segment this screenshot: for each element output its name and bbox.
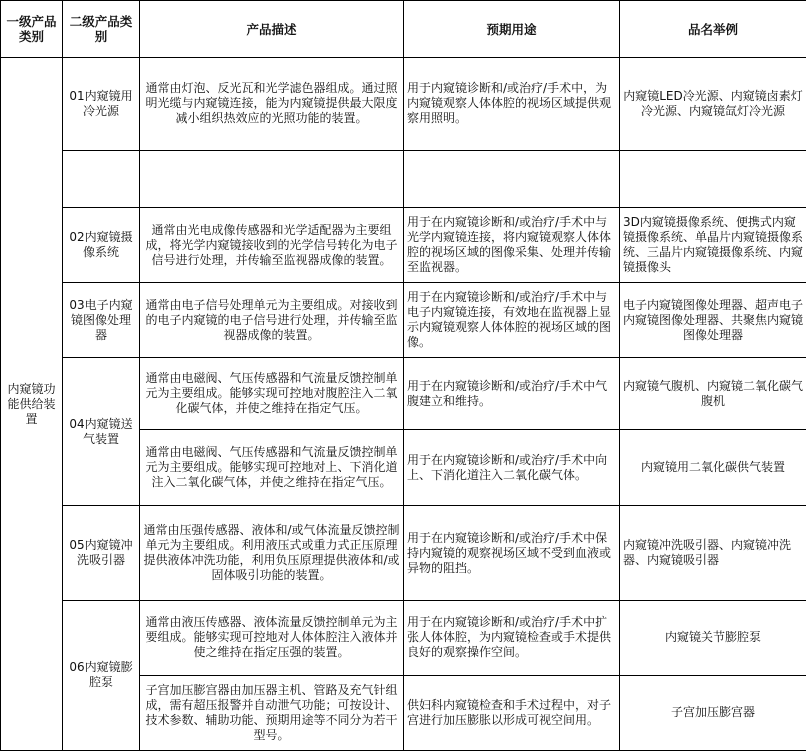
- description-cell: 通常由液压传感器、液体流量反馈控制单元为主要组成。能够实现可控地对人体体腔注入液体并使之维持在指定压强的装置。: [140, 600, 404, 675]
- header-examples: 品名举例: [620, 1, 806, 58]
- empty-row: [1, 150, 806, 208]
- description-cell: 通常由压强传感器、液体和/或气体流量反馈控制单元为主要组成。利用液压式或重力式正压原理提供液体冲洗功能，利用负压原理提供液体和/或固体吸引功能的装置。: [140, 506, 404, 601]
- examples-cell: 3D内窥镜摄像系统、便携式内窥镜摄像系统、单晶片内窥镜摄像系统、三晶片内窥镜摄像系统、内窥镜摄像头: [620, 208, 806, 283]
- empty-cell: [404, 150, 620, 208]
- description-cell: 子宫加压膨宫器由加压器主机、管路及充气针组成，需有超压报警并自动泄气功能；可按设计、技术参数、辅助功能、预期用途等不同分为若干型号。: [140, 675, 404, 750]
- intended-use-cell: 用于在内窥镜诊断和/或治疗/手术中保持内窥镜的观察视场区域不受到血液或异物的阻挡。: [404, 506, 620, 601]
- intended-use-cell: 供妇科内窥镜检查和手术过程中，对子宫进行加压膨胀以形成可视空间用。: [404, 675, 620, 750]
- table-row: [1, 506, 806, 601]
- intended-use-cell: 用于在内窥镜诊断和/或治疗/手术中与电子内窥镜连接，有效地在监视器上显示内窥镜观察人体体腔的视场区域的图像。: [404, 283, 620, 358]
- intended-use-cell: 用于在内窥镜诊断和/或治疗/手术中气腹建立和维持。: [404, 358, 620, 430]
- header-level2: 二级产品类别: [63, 1, 140, 58]
- sub-category-cell: 02内窥镜摄像系统: [63, 208, 140, 283]
- intended-use-cell: 用于在内窥镜诊断和/或治疗/手术中与光学内窥镜连接，将内窥镜观察人体体腔的视场区域的图像采集、处理并传输至监视器。: [404, 208, 620, 283]
- description-cell: 通常由电磁阀、气压传感器和气流量反馈控制单元为主要组成。能够实现可控地对上、下消化道注入二氧化碳气体，并使之维持在指定气压。: [140, 430, 404, 506]
- header-level1: 一级产品类别: [1, 1, 63, 58]
- header-description: 产品描述: [140, 1, 404, 58]
- examples-cell: 电子内窥镜图像处理器、超声电子内窥镜图像处理器、共聚焦内窥镜图像处理器: [620, 283, 806, 358]
- sub-category-cell: 01内窥镜用冷光源: [63, 58, 140, 151]
- sub-category-cell: 06内窥镜膨腔泵: [63, 600, 140, 750]
- description-cell: 通常由电磁阀、气压传感器和气流量反馈控制单元为主要组成。能够实现可控地对腹腔注入二氧化碳气体，并使之维持在指定气压。: [140, 358, 404, 430]
- intended-use-cell: 用于在内窥镜诊断和/或治疗/手术中扩张人体体腔，为内窥镜检查或手术提供良好的观察操作空间。: [404, 600, 620, 675]
- table-row: [1, 358, 806, 430]
- description-cell: 通常由光电成像传感器和光学适配器为主要组成，将光学内窥镜接收到的光学信号转化为电子信号进行处理，并传输至监视器成像的装置。: [140, 208, 404, 283]
- header-intended-use: 预期用途: [404, 1, 620, 58]
- empty-cell: [63, 150, 140, 208]
- table-row: [1, 600, 806, 675]
- examples-cell: 子宫加压膨宫器: [620, 675, 806, 750]
- table-row: [1, 208, 806, 283]
- description-cell: 通常由灯泡、反光瓦和光学滤色器组成。通过照明光缆与内窥镜连接，能为内窥镜提供最大限度减小组织热效应的光照功能的装置。: [140, 58, 404, 151]
- intended-use-cell: 用于内窥镜诊断和/或治疗/手术中，为内窥镜观察人体体腔的视场区域提供观察用照明。: [404, 58, 620, 151]
- table-row: [1, 283, 806, 358]
- header-row: [1, 1, 806, 58]
- examples-cell: 内窥镜冲洗吸引器、内窥镜冲洗器、内窥镜吸引器: [620, 506, 806, 601]
- examples-cell: 内窥镜用二氧化碳供气装置: [620, 430, 806, 506]
- intended-use-cell: 用于在内窥镜诊断和/或治疗/手术中向上、下消化道注入二氧化碳气体。: [404, 430, 620, 506]
- empty-cell: [620, 150, 806, 208]
- sub-category-cell: 03电子内窥镜图像处理器: [63, 283, 140, 358]
- description-cell: 通常由电子信号处理单元为主要组成。对接收到的电子内窥镜的电子信号进行处理，并传输至监视器成像的装置。: [140, 283, 404, 358]
- examples-cell: 内窥镜气腹机、内窥镜二氧化碳气腹机: [620, 358, 806, 430]
- level1-category-cell: 内窥镜功能供给装置: [1, 58, 63, 751]
- examples-cell: 内窥镜LED冷光源、内窥镜卤素灯冷光源、内窥镜氙灯冷光源: [620, 58, 806, 151]
- table-row: [1, 58, 806, 151]
- sub-category-cell: 04内窥镜送气装置: [63, 358, 140, 506]
- empty-cell: [140, 150, 404, 208]
- sub-category-cell: 05内窥镜冲洗吸引器: [63, 506, 140, 601]
- examples-cell: 内窥镜关节膨腔泵: [620, 600, 806, 675]
